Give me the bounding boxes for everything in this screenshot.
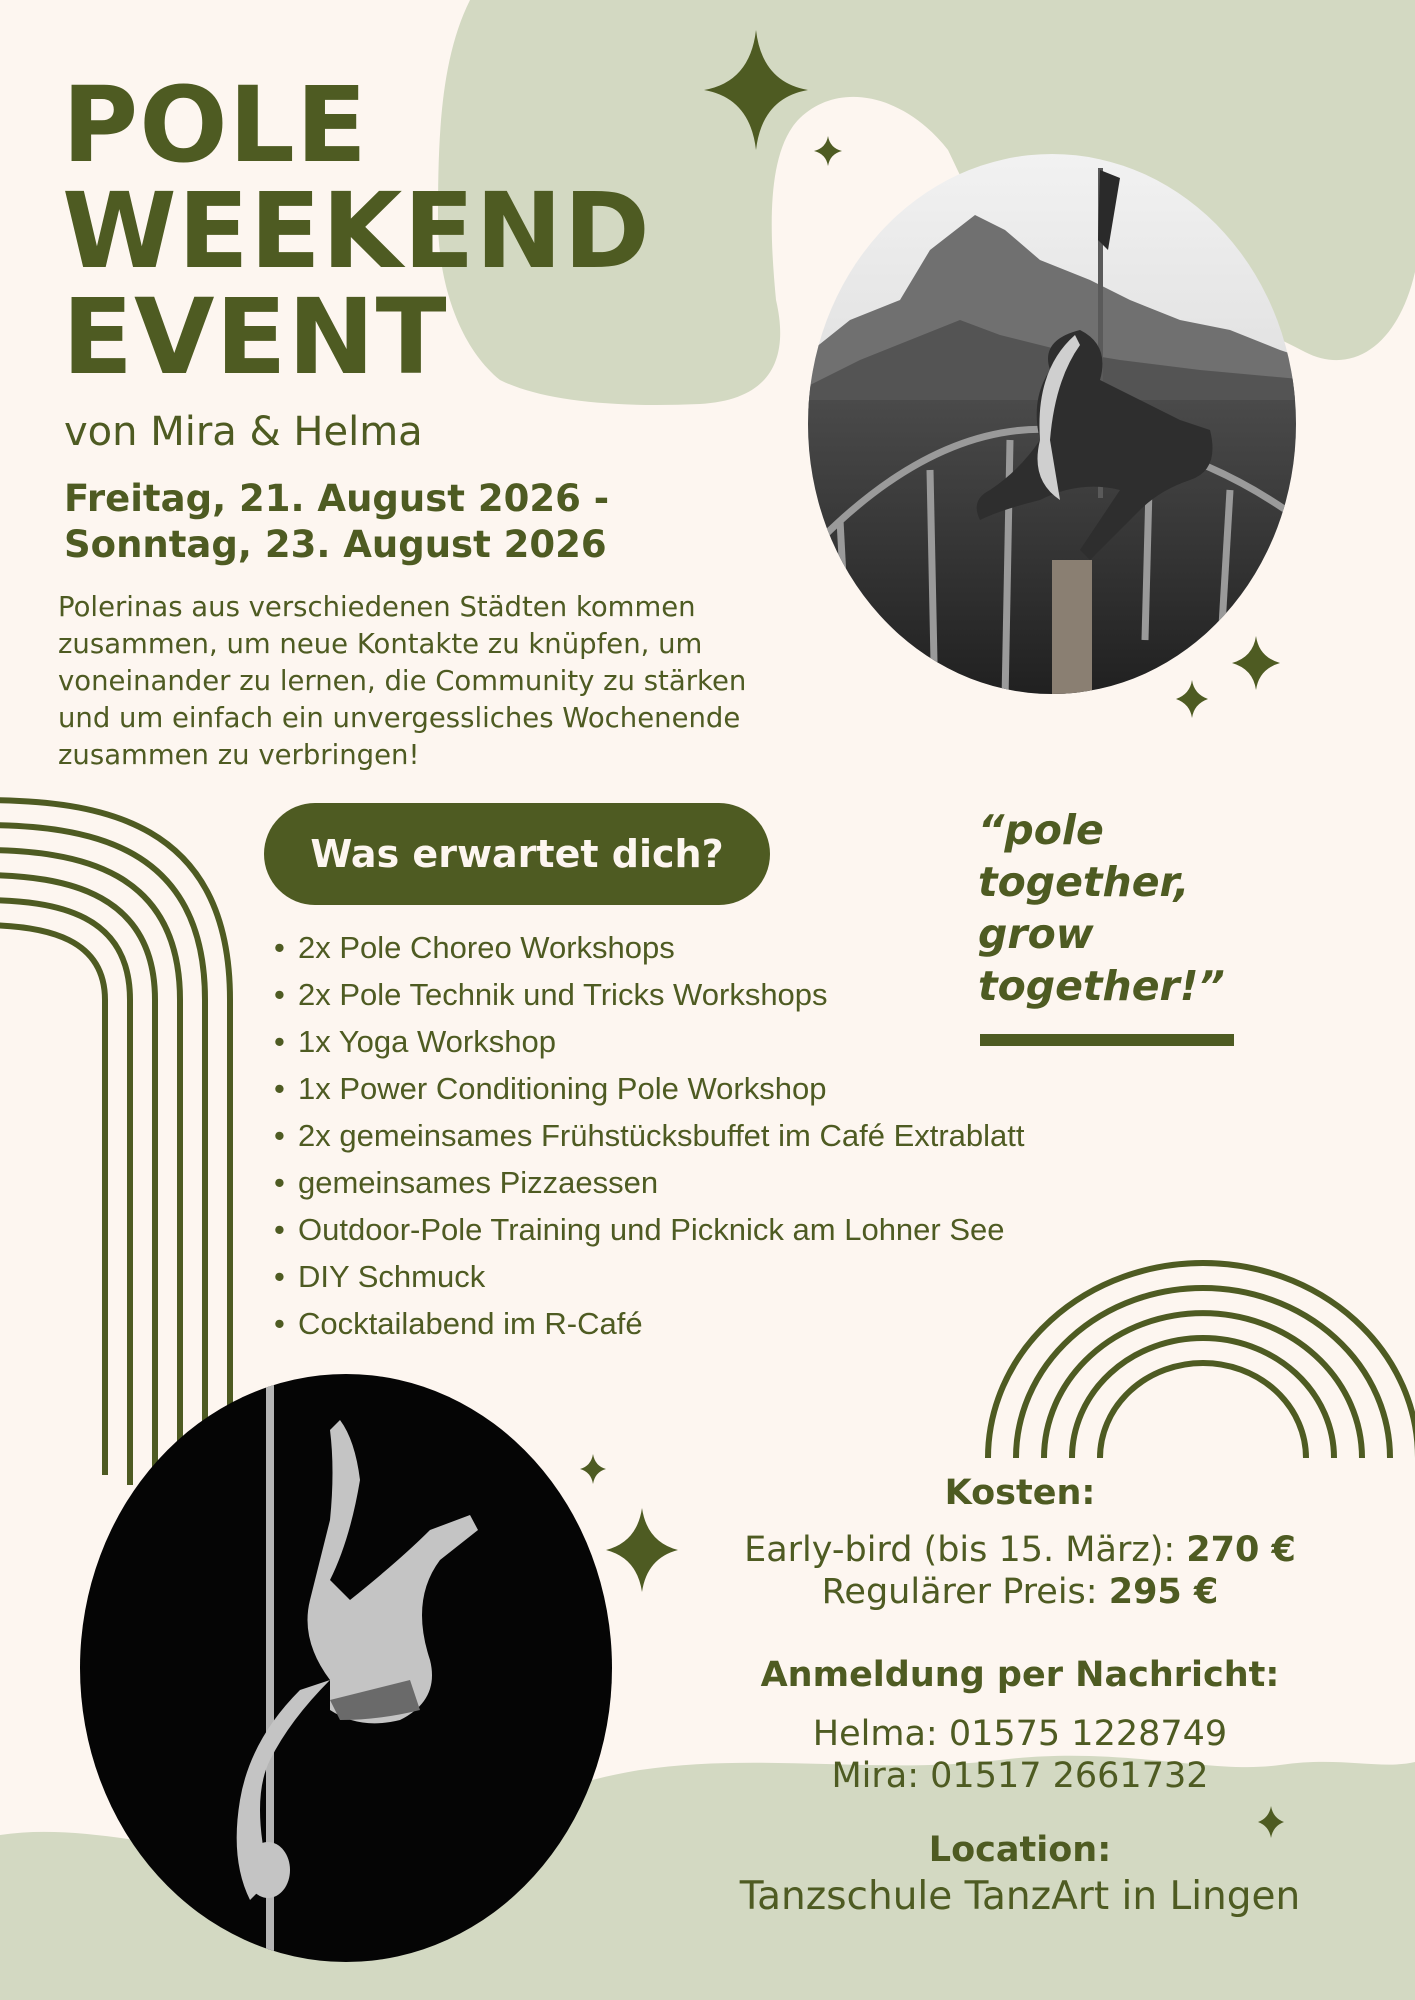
expect-list-item-text: 2x gemeinsames Frühstücksbuffet im Café Extrablatt <box>298 1118 1025 1153</box>
expect-list-item <box>274 1018 1025 1065</box>
early-bird-amount: 270 € <box>1186 1530 1296 1570</box>
bullet-icon: • <box>274 1071 285 1106</box>
expect-heading-pill: Was erwartet dich? <box>264 803 770 905</box>
contact-mira: Mira: 01517 2661732 <box>831 1756 1209 1796</box>
expect-list-item <box>274 1253 1025 1300</box>
regular-price <box>700 1571 1340 1613</box>
expect-list-item <box>274 1112 1025 1159</box>
regular-label: Regulärer Preis: <box>821 1572 1109 1612</box>
expect-list-item <box>274 1300 1025 1347</box>
expect-list-item-text: 2x Pole Choreo Workshops <box>298 930 675 965</box>
bullet-icon: • <box>274 1165 285 1200</box>
expect-list-item <box>274 1159 1025 1206</box>
event-dates: Freitag, 21. August 2026 - Sonntag, 23. August 2026 <box>64 477 610 566</box>
bullet-icon: • <box>274 1212 285 1247</box>
bullet-icon: • <box>274 977 285 1012</box>
costs-heading: Kosten: <box>944 1473 1096 1513</box>
bullet-icon: • <box>274 1024 285 1059</box>
expect-list-item <box>274 971 1025 1018</box>
expect-list-item-text: DIY Schmuck <box>298 1259 486 1294</box>
location-value: Tanzschule TanzArt in Lingen <box>739 1874 1301 1919</box>
event-description: Polerinas aus verschiedenen Städten kommen zusammen, um neue Kontakte zu knüpfen, um voneinander zu lernen, die Community zu stärken und um einfach ein unvergessliches Wochenende zusammen zu verbringen! <box>58 591 747 771</box>
event-subtitle: von Mira & Helma <box>64 409 423 455</box>
expect-list-item-text: Cocktailabend im R-Café <box>298 1306 643 1341</box>
bullet-icon: • <box>274 1306 285 1341</box>
expect-list-item-text: 2x Pole Technik und Tricks Workshops <box>298 977 828 1012</box>
event-title: POLE WEEKEND EVENT <box>62 64 651 398</box>
bullet-icon: • <box>274 930 285 965</box>
expect-list-item-text: gemeinsames Pizzaessen <box>298 1165 659 1200</box>
expect-list-item-text: 1x Power Conditioning Pole Workshop <box>298 1071 827 1106</box>
bullet-icon: • <box>274 1118 285 1153</box>
bullet-icon: • <box>274 1259 285 1294</box>
early-bird-label: Early-bird (bis 15. März): <box>744 1530 1187 1570</box>
contact-helma: Helma: 01575 1228749 <box>812 1714 1228 1754</box>
slogan-quote: “pole together, grow together!” <box>978 806 1225 1010</box>
location-heading: Location: <box>928 1830 1112 1870</box>
expect-list-item <box>274 1065 1025 1112</box>
early-bird-price <box>700 1529 1340 1571</box>
expect-list-item-text: 1x Yoga Workshop <box>298 1024 556 1059</box>
registration-heading: Anmeldung per Nachricht: <box>760 1655 1280 1695</box>
expect-list-item <box>274 1206 1025 1253</box>
regular-amount: 295 € <box>1108 1572 1219 1612</box>
expect-list <box>274 924 1025 1347</box>
expect-list-item <box>274 924 1025 971</box>
expect-list-item-text: Outdoor-Pole Training und Picknick am Lohner See <box>298 1212 1005 1247</box>
quote-underline <box>980 1034 1234 1046</box>
